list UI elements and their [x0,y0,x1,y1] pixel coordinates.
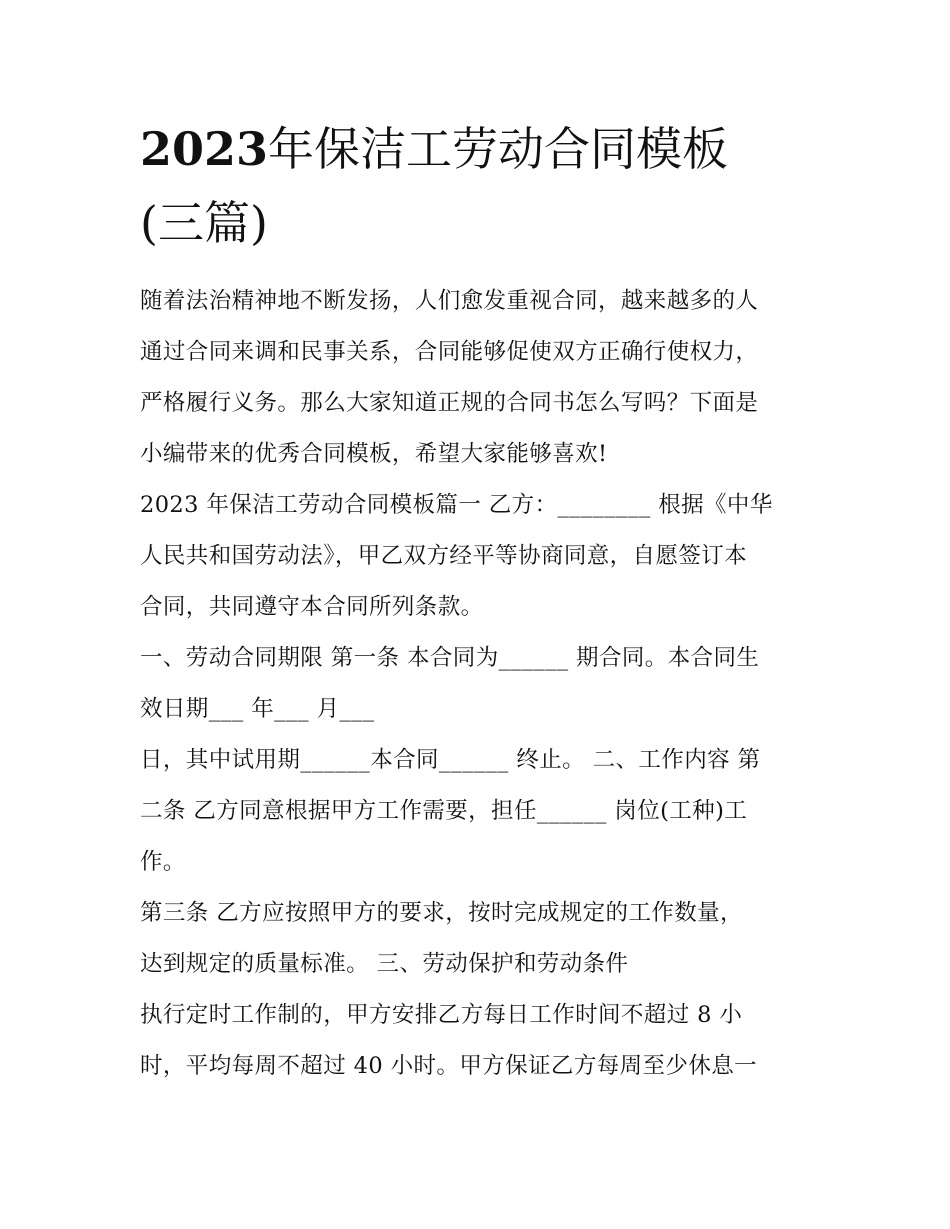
text-line: 效日期___ 年___ 月___ [140,696,375,722]
title-subtitle: (三篇) [140,196,268,250]
document-title [140,112,820,260]
text-line: 日，其中试用期______本合同______ 终止。 二、工作内容 第 [140,747,761,773]
text-line: 作。 [140,849,186,875]
text-line: 通过合同来调和民事关系，合同能够促使双方正确行使权力， [140,339,759,365]
text-line: 达到规定的质量标准。 三、劳动保护和劳动条件 [140,951,629,977]
text-line: 一、劳动合同期限 第一条 本合同为______ 期合同。本合同生 [140,645,760,671]
text-line: 随着法治精神地不断发扬，人们愈发重视合同，越来越多的人 [140,288,759,314]
document-body [140,276,820,1092]
text-line: 合同，共同遵守本合同所列条款。 [140,594,484,620]
title-text: 年保洁工劳动合同模板 [268,122,729,176]
title-year: 2023 [140,122,269,176]
text-line: 小编带来的优秀合同模板，希望大家能够喜欢! [140,441,608,467]
text-line: 二条 乙方同意根据甲方工作需要，担任______ 岗位(工种)工 [140,798,748,824]
text-line: 人民共和国劳动法》，甲乙双方经平等协商同意，自愿签订本 [140,543,748,569]
document-page [140,112,820,1092]
text-line: 时，平均每周不超过 40 小时。甲方保证乙方每周至少休息一 [140,1053,758,1079]
text-line: 第三条 乙方应按照甲方的要求，按时完成规定的工作数量， [140,900,743,926]
text-line: 2023 年保洁工劳动合同模板篇一 乙方：________ 根据《中华 [140,492,773,518]
text-line: 严格履行义务。那么大家知道正规的合同书怎么写吗？下面是 [140,390,759,416]
text-line: 执行定时工作制的，甲方安排乙方每日工作时间不超过 8 小 [140,1002,743,1028]
